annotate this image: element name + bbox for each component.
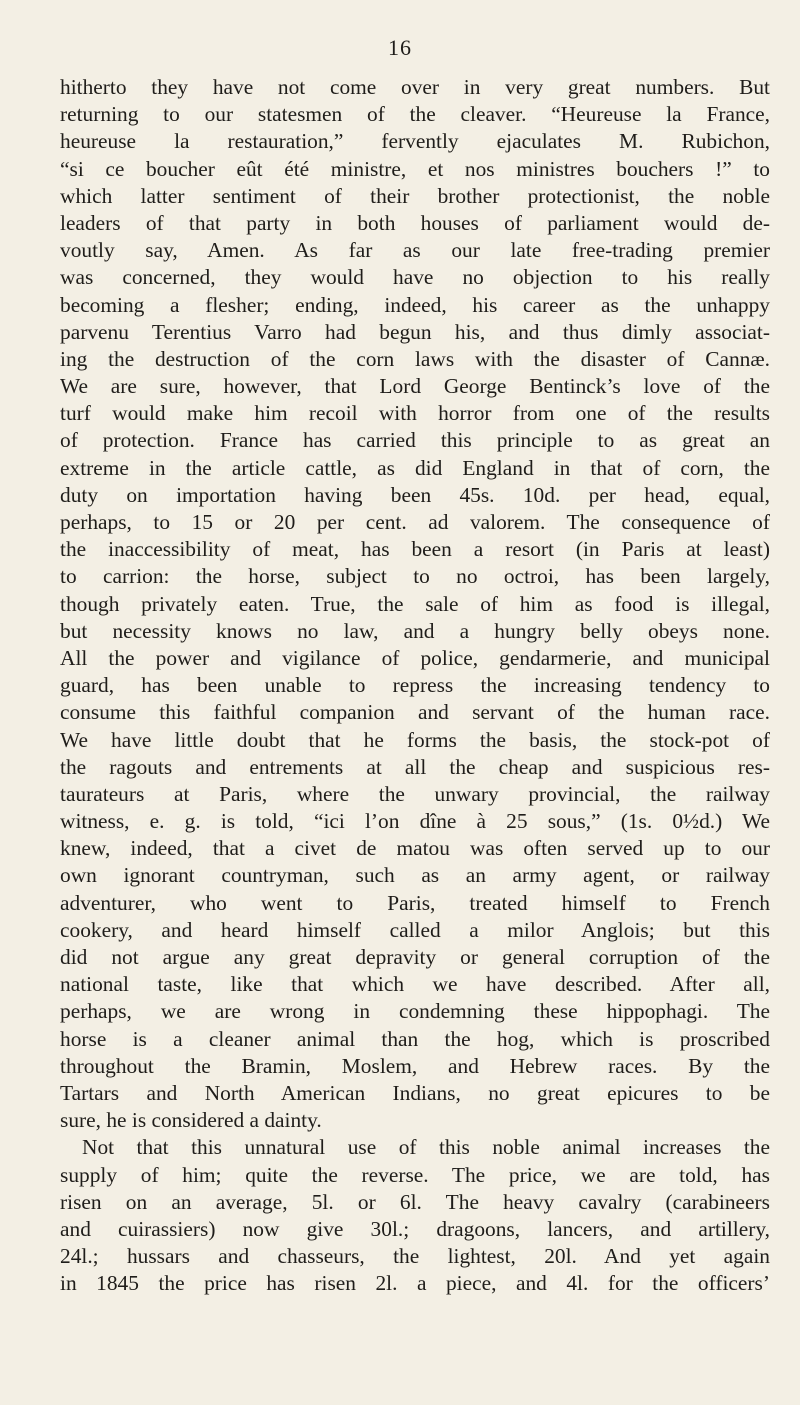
text-line: did not argue any great depravity or general corruption of the (60, 945, 770, 969)
text-line: Not that this unnatural use of this noble animal increases the (82, 1135, 770, 1160)
text-line: extreme in the article cattle, as did England in that of corn, the (60, 455, 770, 480)
text-line: throughout the Bramin, Moslem, and Hebrew races. By the (60, 1053, 770, 1078)
text-line: We are sure, however, that Lord George Bentinck’s love of the (60, 374, 770, 399)
text-line: sure, he is considered a dainty. (60, 1108, 322, 1133)
text-line: to carrion: the horse, subject to no octroi, has been largely, (60, 564, 770, 589)
text-line: was concerned, they would have no objection to his really (60, 265, 770, 290)
text-line: supply of him; quite the reverse. The price, we are told, has (60, 1162, 770, 1187)
text-line: heureuse la restauration,” fervently ejaculates M. Rubichon, (60, 129, 770, 154)
text-line: becoming a flesher; ending, indeed, his career as the unhappy (60, 292, 770, 317)
text-line: perhaps, we are wrong in condemning these hippophagi. The (60, 999, 770, 1024)
text-line: leaders of that party in both houses of parliament would de- (60, 210, 770, 235)
text-line: which latter sentiment of their brother protectionist, the noble (60, 183, 770, 208)
text-line: All the power and vigilance of police, gendarmerie, and municipal (60, 645, 770, 670)
text-line: guard, has been unable to repress the increasing tendency to (60, 673, 770, 698)
text-line: duty on importation having been 45s. 10d. per head, equal, (60, 482, 770, 507)
text-line: witness, e. g. is told, “ici l’on dîne à 25 sous,” (1s. 0½d.) We (60, 809, 770, 834)
text-line: in 1845 the price has risen 2l. a piece, and 4l. for the officers’ (60, 1271, 770, 1296)
paragraph (60, 74, 770, 1134)
text-line: Tartars and North American Indians, no great epicures to be (60, 1080, 770, 1105)
text-line: the ragouts and entrements at all the cheap and suspicious res- (60, 754, 770, 779)
text-line: adventurer, who went to Paris, treated himself to French (60, 890, 770, 915)
text-line: horse is a cleaner animal than the hog, which is proscribed (60, 1026, 770, 1051)
text-line: though privately eaten. True, the sale of him as food is illegal, (60, 591, 770, 616)
body-text (60, 74, 770, 1297)
text-line: national taste, like that which we have described. After all, (60, 972, 770, 997)
text-line: own ignorant countryman, such as an army agent, or railway (60, 863, 770, 888)
text-line: knew, indeed, that a civet de matou was often served up to our (60, 836, 770, 861)
text-line: We have little doubt that he forms the basis, the stock-pot of (60, 727, 770, 752)
text-line: taurateurs at Paris, where the unwary provincial, the railway (60, 781, 770, 806)
text-line: but necessity knows no law, and a hungry belly obeys none. (60, 618, 770, 643)
text-line: voutly say, Amen. As far as our late free-trading premier (60, 238, 770, 263)
text-line: parvenu Terentius Varro had begun his, and thus dimly associat- (60, 319, 770, 344)
page-number: 16 (388, 35, 412, 60)
text-line: consume this faithful companion and servant of the human race. (60, 700, 770, 725)
text-line: returning to our statesmen of the cleaver. “Heureuse la France, (60, 102, 770, 127)
text-line: of protection. France has carried this principle to as great an (60, 428, 770, 453)
text-line: turf would make him recoil with horror from one of the results (60, 401, 770, 426)
text-line: risen on an average, 5l. or 6l. The heavy cavalry (carabineers (60, 1189, 770, 1214)
text-line: the inaccessibility of meat, has been a resort (in Paris at least) (60, 537, 770, 562)
text-line: cookery, and heard himself called a milor Anglois; but this (60, 917, 770, 942)
text-line: “si ce boucher eût été ministre, et nos ministres bouchers !” to (60, 156, 770, 181)
paragraph (60, 1134, 770, 1297)
text-line: ing the destruction of the corn laws with the disaster of Cannæ. (60, 346, 770, 371)
text-line: 24l.; hussars and chasseurs, the lightest, 20l. And yet again (60, 1244, 770, 1269)
text-line: and cuirassiers) now give 30l.; dragoons, lancers, and artillery, (60, 1216, 770, 1241)
text-line: hitherto they have not come over in very great numbers. But (60, 75, 770, 99)
text-line: perhaps, to 15 or 20 per cent. ad valorem. The consequence of (60, 510, 770, 534)
